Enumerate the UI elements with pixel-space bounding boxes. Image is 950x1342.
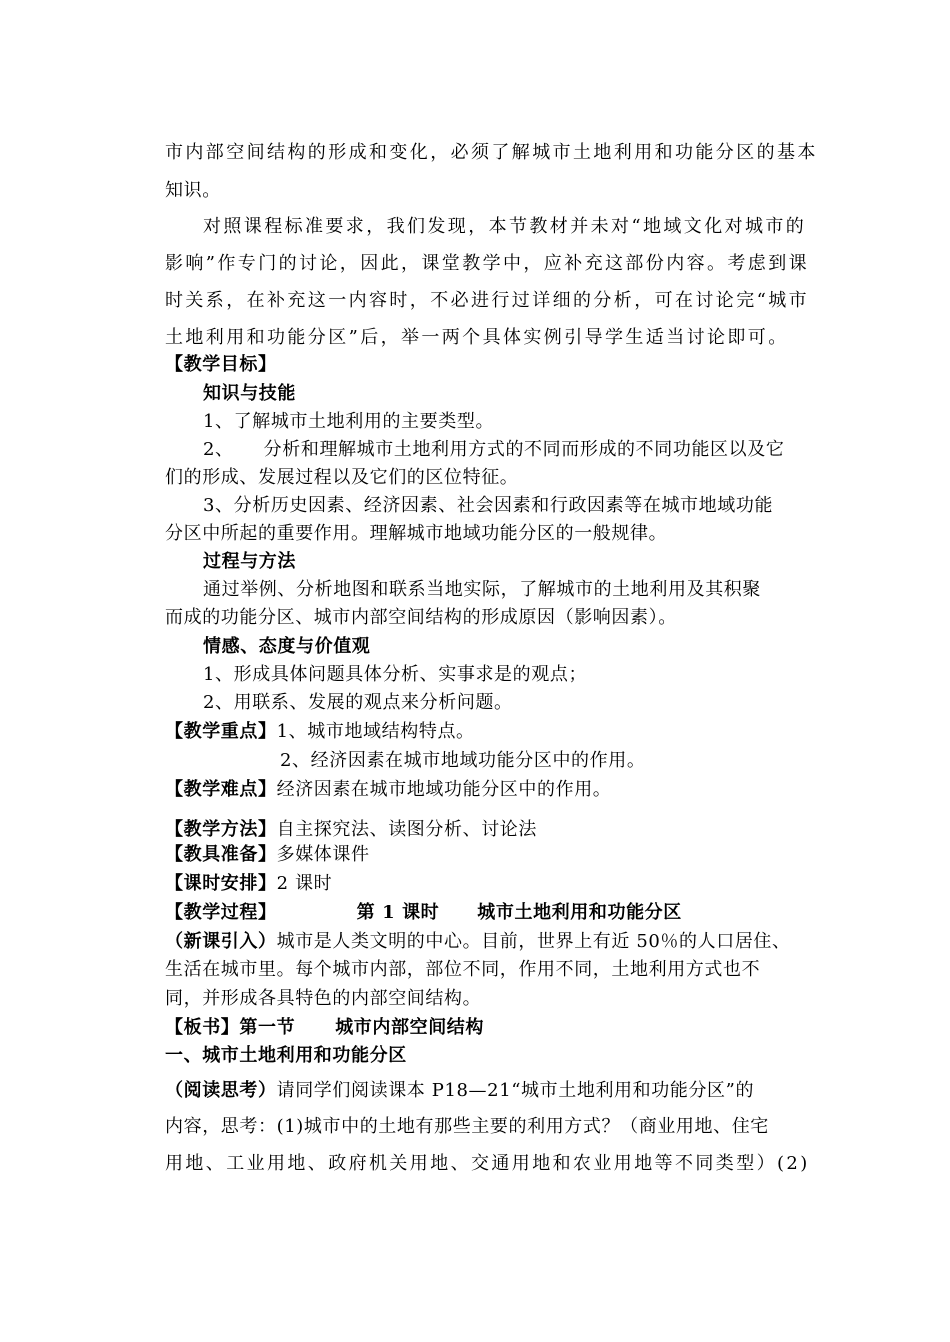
list-item-continuation: 们的形成、发展过程以及它们的区位特征。 bbox=[165, 467, 519, 488]
paragraph-line: 生活在城市里。每个城市内部，部位不同，作用不同，土地利用方式也不 bbox=[165, 959, 761, 980]
lesson-number: 第 1 课时 bbox=[356, 902, 440, 923]
paragraph-line: 对照课程标准要求，我们发现，本节教材并未对“地域文化对城市的 bbox=[203, 216, 807, 237]
key-points-row bbox=[165, 720, 475, 744]
list-item bbox=[203, 438, 784, 462]
intro-text: 城市是人类文明的中心。目前，世界上有近 50％的人口居住、 bbox=[276, 931, 791, 952]
method-row bbox=[165, 818, 537, 842]
board-row bbox=[165, 1016, 484, 1040]
subheading-process: 过程与方法 bbox=[203, 551, 296, 572]
paragraph-line: 时关系，在补充这一内容时，不必进行过详细的分析，可在讨论完“城市 bbox=[165, 290, 809, 311]
section-heading-goals: 【教学目标】 bbox=[165, 354, 277, 375]
tools-row bbox=[165, 843, 370, 867]
process-row bbox=[165, 901, 682, 925]
paragraph-line: 同，并形成各具特色的内部空间结构。 bbox=[165, 988, 482, 1009]
list-item-text: 分析和理解城市土地利用方式的不同而形成的不同功能区以及它 bbox=[263, 439, 785, 460]
section-heading: 一、城市土地利用和功能分区 bbox=[165, 1045, 407, 1066]
paragraph-line: 市内部空间结构的形成和变化，必须了解城市土地利用和功能分区的基本 bbox=[165, 142, 818, 163]
list-item-continuation: 分区中所起的重要作用。理解城市地域功能分区的一般规律。 bbox=[165, 523, 668, 544]
paragraph-line: 土地利用和功能分区”后，举一两个具体实例引导学生适当讨论即可。 bbox=[165, 327, 789, 348]
method-heading: 【教学方法】 bbox=[165, 819, 277, 840]
board-title: 城市内部空间结构 bbox=[335, 1017, 485, 1038]
list-item: 3、分析历史因素、经济因素、社会因素和行政因素等在城市地域功能 bbox=[203, 495, 774, 516]
key-point-item: 2、经济因素在城市地域功能分区中的作用。 bbox=[280, 750, 646, 771]
schedule-text: 2 课时 bbox=[276, 873, 333, 894]
lesson-title: 城市土地利用和功能分区 bbox=[477, 902, 682, 923]
reading-row bbox=[165, 1079, 754, 1103]
intro-heading: （新课引入） bbox=[165, 931, 277, 952]
tools-heading: 【教具准备】 bbox=[165, 844, 277, 865]
list-item-number: 2、 bbox=[203, 439, 234, 460]
paragraph-line: 通过举例、分析地图和联系当地实际，了解城市的土地利用及其积聚 bbox=[203, 579, 761, 600]
key-point-item: 1、城市地域结构特点。 bbox=[276, 721, 475, 742]
difficulty-row bbox=[165, 778, 611, 802]
board-heading: 【板书】第一节 bbox=[165, 1017, 296, 1038]
schedule-row bbox=[165, 872, 332, 896]
subheading-values: 情感、态度与价值观 bbox=[203, 636, 371, 657]
list-item: 1、了解城市土地利用的主要类型。 bbox=[203, 411, 495, 432]
paragraph-line: 而成的功能分区、城市内部空间结构的形成原因（影响因素）。 bbox=[165, 607, 677, 628]
paragraph-line: 用地、工业用地、政府机关用地、交通用地和农业用地等不同类型）(2) bbox=[165, 1153, 810, 1174]
paragraph-line: 影响”作专门的讨论，因此，课堂教学中，应补充这部份内容。考虑到课 bbox=[165, 253, 809, 274]
intro-row bbox=[165, 930, 791, 954]
schedule-heading: 【课时安排】 bbox=[165, 873, 277, 894]
paragraph-line: 知识。 bbox=[165, 180, 221, 201]
reading-text: 请同学们阅读课本 P18—21“城市土地利用和功能分区”的 bbox=[276, 1080, 755, 1101]
tools-text: 多媒体课件 bbox=[276, 844, 370, 865]
difficulty-heading: 【教学难点】 bbox=[165, 779, 277, 800]
reading-heading: （阅读思考） bbox=[165, 1080, 277, 1101]
method-text: 自主探究法、读图分析、讨论法 bbox=[276, 819, 538, 840]
list-item: 2、用联系、发展的观点来分析问题。 bbox=[203, 692, 513, 713]
key-points-heading: 【教学重点】 bbox=[165, 721, 277, 742]
paragraph-line: 内容，思考：(1)城市中的土地有那些主要的利用方式？（商业用地、住宅 bbox=[165, 1116, 769, 1137]
list-item: 1、形成具体问题具体分析、实事求是的观点； bbox=[203, 664, 588, 685]
difficulty-text: 经济因素在城市地域功能分区中的作用。 bbox=[276, 779, 612, 800]
process-heading: 【教学过程】 bbox=[165, 902, 277, 923]
subheading-knowledge: 知识与技能 bbox=[203, 383, 296, 404]
